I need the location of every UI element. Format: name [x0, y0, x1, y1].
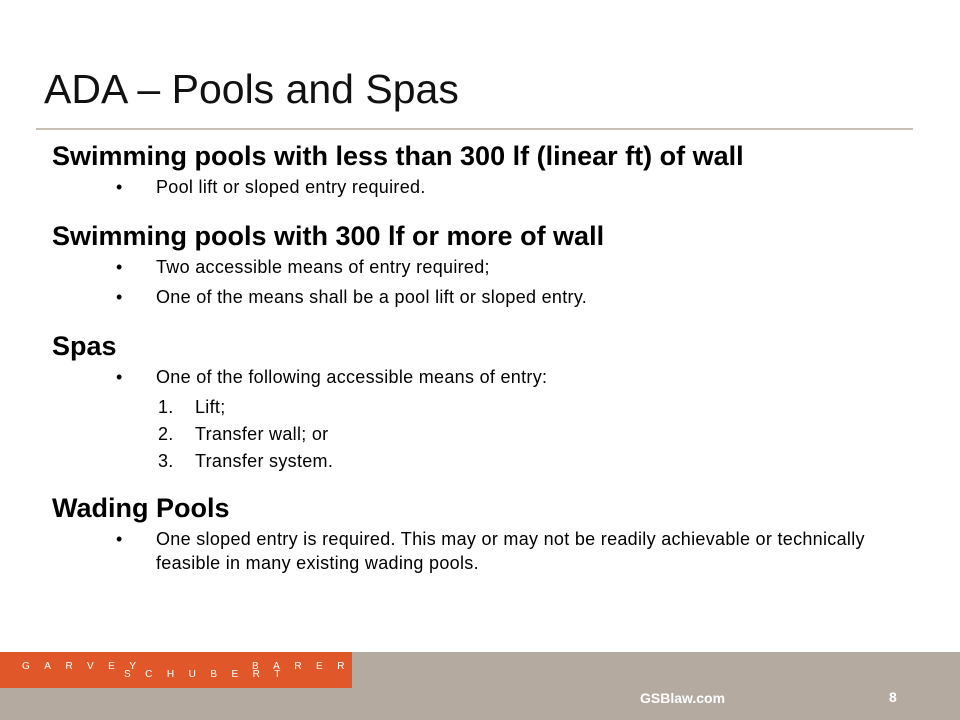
section-heading: Swimming pools with 300 lf or more of wall [52, 221, 605, 251]
section-heading: Spas [52, 331, 117, 361]
bullet-text: Two accessible means of entry required; [156, 257, 490, 277]
bullet-glyph: • [116, 257, 123, 277]
bullet-glyph: • [116, 287, 123, 307]
title-divider [36, 128, 913, 130]
numbered-text: Transfer wall; or [195, 424, 329, 444]
number-marker: 1. [158, 397, 174, 417]
logo-word-garvey: GARVEY [22, 661, 151, 672]
numbered-item [52, 422, 902, 446]
section-heading: Wading Pools [52, 493, 230, 523]
firm-logo [0, 652, 359, 688]
bullet-list [52, 365, 902, 389]
bullet-text: One sloped entry is required. This may or may not be readily achievable or technically feasible in many existing wading pools. [156, 529, 865, 573]
section-heading: Swimming pools with less than 300 lf (linear ft) of wall [52, 141, 744, 171]
bullet-list [52, 255, 902, 309]
section-wading-pools [52, 489, 902, 575]
section-large-pools [52, 217, 902, 309]
bullet-item [52, 255, 902, 279]
bullet-list [52, 527, 902, 575]
section-small-pools [52, 137, 902, 199]
bullet-glyph: • [116, 367, 123, 387]
slide-content [52, 137, 902, 581]
bullet-item [52, 175, 902, 199]
number-marker: 3. [158, 451, 174, 471]
bullet-glyph: • [116, 177, 123, 197]
bullet-text: One of the following accessible means of entry: [156, 367, 548, 387]
footer-site-url: GSBlaw.com [640, 690, 726, 706]
slide-title: ADA – Pools and Spas [44, 66, 459, 112]
numbered-text: Lift; [195, 397, 226, 417]
bullet-item [52, 285, 902, 309]
section-spas [52, 327, 902, 473]
numbered-text: Transfer system. [195, 451, 334, 471]
numbered-item [52, 395, 902, 419]
numbered-item [52, 449, 902, 473]
number-marker: 2. [158, 424, 174, 444]
bullet-text: One of the means shall be a pool lift or sloped entry. [156, 287, 588, 307]
bullet-glyph: • [116, 529, 123, 549]
numbered-list [52, 395, 902, 473]
bullet-item [52, 365, 902, 389]
bullet-list [52, 175, 902, 199]
bullet-item [52, 527, 902, 575]
logo-word-barer: BARER [252, 661, 359, 672]
page-number: 8 [889, 689, 897, 705]
bullet-text: Pool lift or sloped entry required. [156, 177, 426, 197]
logo-word-schubert: SCHUBERT [124, 669, 295, 680]
